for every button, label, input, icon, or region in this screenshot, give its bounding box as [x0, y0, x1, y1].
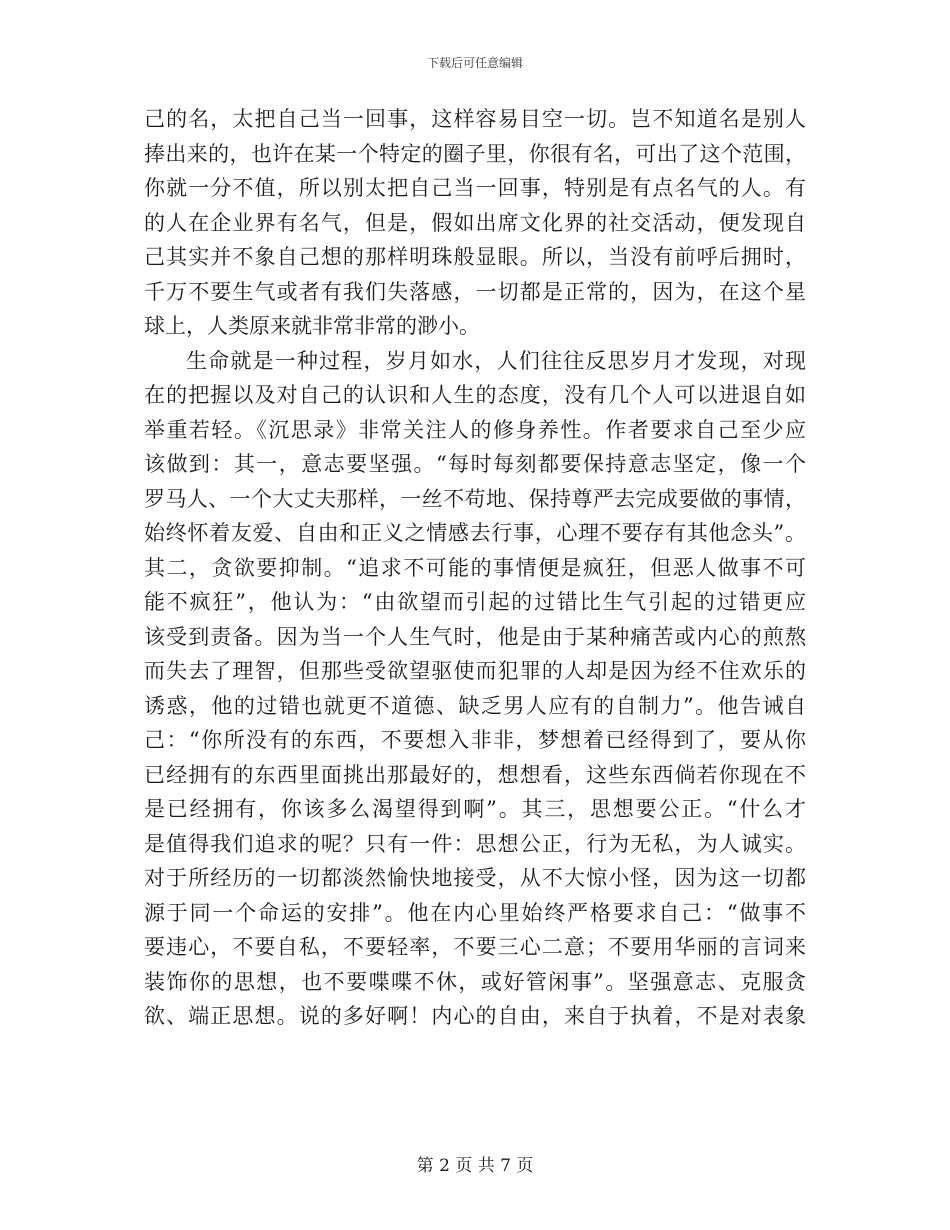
- text-line-19: 己：“你所没有的东西，不要想入非非，梦想着已经得到了，要从你: [144, 728, 806, 752]
- text-line-7: 球上，人类原来就非常非常的渺小。: [144, 314, 480, 338]
- text-line-25: 要违心，不要自私，不要轻率，不要三心二意；不要用华丽的言词来: [144, 935, 806, 959]
- text-line-23: 对于所经历的一切都淡然愉快地接受，从不大惊小怪，因为这一切都: [144, 866, 806, 890]
- text-line-16: 该受到责备。因为当一个人生气时，他是由于某种痛苦或内心的煎熬: [144, 624, 806, 649]
- text-line-5: 己其实并不象自己想的那样明珠般显眼。所以，当没有前呼后拥时，: [144, 245, 806, 269]
- text-line-17: 而失去了理智，但那些受欲望驱使而犯罪的人却是因为经不住欢乐的: [144, 659, 806, 683]
- text-line-9: 在的把握以及对自己的认识和人生的态度，没有几个人可以进退自如: [144, 383, 806, 407]
- text-line-8: 生命就是一种过程，岁月如水，人们往往反思岁月才发现，对现: [186, 348, 806, 373]
- page-number: 第 2 页 共 7 页: [416, 1156, 534, 1176]
- text-line-18: 诱惑，他的过错也就更不道德、缺乏男人应有的自制力”。他告诫自: [144, 693, 806, 718]
- text-line-22: 是值得我们追求的呢？只有一件：思想公正，行为无私，为人诚实。: [144, 831, 806, 856]
- text-line-2: 捧出来的，也许在某一个特定的圈子里，你很有名，可出了这个范围，: [144, 141, 806, 166]
- text-line-1: 己的名，太把自己当一回事，这样容易目空一切。岂不知道名是别人: [144, 107, 806, 131]
- text-line-12: 罗马人、一个大丈夫那样，一丝不苟地、保持尊严去完成要做的事情，: [144, 486, 806, 511]
- text-line-4: 的人在企业界有名气，但是，假如出席文化界的社交活动，便发现自: [144, 210, 806, 235]
- text-line-26: 装饰你的思想，也不要喋喋不休，或好管闲事”。坚强意志、克服贪: [144, 969, 806, 994]
- page-header: 下载后可任意编辑: [426, 56, 523, 70]
- text-line-24: 源于同一个命运的安排”。他在内心里始终严格要求自己：“做事不: [144, 900, 806, 925]
- text-line-13: 始终怀着友爱、自由和正义之情感去行事，心理不要存有其他念头”。: [144, 521, 806, 545]
- text-line-27: 欲、端正思想。说的多好啊！内心的自由，来自于执着，不是对表象: [144, 1004, 806, 1028]
- text-line-20: 已经拥有的东西里面挑出那最好的，想想看，这些东西倘若你现在不: [144, 762, 806, 787]
- document-body: [144, 102, 806, 1034]
- text-line-10: 举重若轻。《沉思录》非常关注人的修身养性。作者要求自己至少应: [144, 417, 806, 442]
- text-line-6: 千万不要生气或者有我们失落感，一切都是正常的，因为，在这个星: [144, 279, 806, 304]
- text-line-3: 你就一分不值，所以别太把自己当一回事，特别是有点名气的人。有: [144, 176, 806, 200]
- text-line-21: 是已经拥有，你该多么渴望得到啊”。其三，思想要公正。“什么才: [144, 797, 806, 821]
- text-line-11: 该做到：其一，意志要坚强。“每时每刻都要保持意志坚定，像一个: [144, 452, 806, 476]
- text-line-14: 其二，贪欲要抑制。“追求不可能的事情便是疯狂，但恶人做事不可: [144, 555, 806, 580]
- text-line-15: 能不疯狂”，他认为：“由欲望而引起的过错比生气引起的过错更应: [144, 590, 806, 614]
